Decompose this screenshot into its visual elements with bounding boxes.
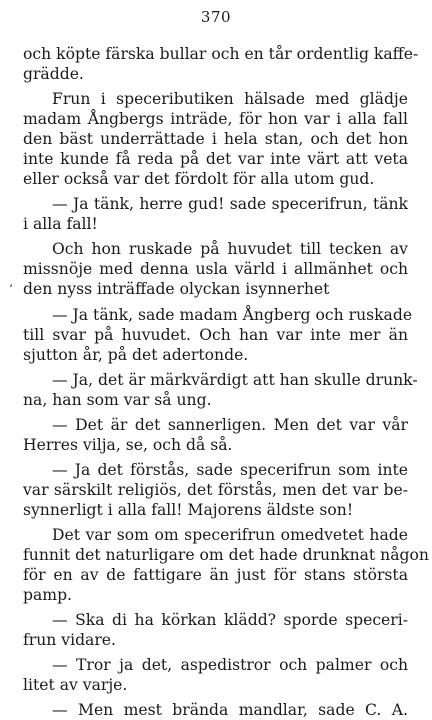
text-line: eller också var det fördolt för alla utom gud. bbox=[23, 170, 375, 188]
text-line: den nyss inträffade olyckan isynnerhet bbox=[23, 280, 330, 298]
text-line: frun vidare. bbox=[23, 631, 116, 649]
text-line: för en av de fattigare än just för stans största bbox=[23, 566, 408, 584]
text-line: i alla fall! bbox=[23, 215, 98, 233]
text-line: — Ja det förstås, sade specerifrun som inte bbox=[52, 461, 408, 479]
text-line: Frun i speceributiken hälsade med glädje bbox=[52, 90, 408, 108]
text-line: den bäst underrättade i hela stan, och det hon bbox=[23, 130, 408, 148]
text-line: pamp. bbox=[23, 586, 73, 604]
text-line: Det var som om specerifrun omedvetet hade bbox=[52, 526, 408, 544]
text-line: inte kunde få reda på det var inte värt att veta bbox=[23, 150, 408, 168]
text-line: — Men mest brända mandlar, sade C. A. bbox=[52, 701, 408, 719]
text-line: till svar på huvudet. Och han var inte mer än bbox=[23, 326, 408, 344]
text-line: synnerligt i alla fall! Majorens äldste son! bbox=[23, 501, 354, 519]
text-line: — Ja, det är märkvärdigt att han skulle drunk- bbox=[52, 371, 418, 389]
text-line: — Det är det sannerligen. Men det var vår bbox=[52, 416, 408, 434]
text-line: litet av varje. bbox=[23, 676, 128, 694]
text-line: Och hon ruskade på huvudet till tecken av bbox=[52, 240, 408, 258]
text-line: — Tror ja det, aspedistror och palmer och bbox=[52, 656, 408, 674]
text-line: funnit det naturligare om det hade drunknat någon bbox=[23, 546, 429, 564]
text-line: — Ja tänk, sade madam Ångberg och ruskade bbox=[52, 306, 413, 324]
text-line: och köpte färska bullar och en tår ordentlig kaffe- bbox=[23, 45, 419, 63]
margin-mark: ‘ bbox=[9, 282, 13, 296]
text-line: sjutton år, på det adertonde. bbox=[23, 346, 249, 364]
text-line: missnöje med denna usla värld i allmänhet och bbox=[23, 260, 408, 278]
text-line: na, han som var så ung. bbox=[23, 391, 212, 409]
text-line: grädde. bbox=[23, 65, 84, 83]
text-line: madam Ångbergs inträde, för hon var i alla fall bbox=[23, 110, 408, 128]
page-number: 370 bbox=[200, 8, 232, 26]
text-line: — Ska di ha körkan klädd? sporde speceri- bbox=[52, 611, 408, 629]
text-line: var särskilt religiös, det förstås, men det var be- bbox=[23, 481, 408, 499]
text-line: Herres vilja, se, och då så. bbox=[23, 436, 233, 454]
text-line: — Ja tänk, herre gud! sade specerifrun, tänk bbox=[52, 195, 408, 213]
